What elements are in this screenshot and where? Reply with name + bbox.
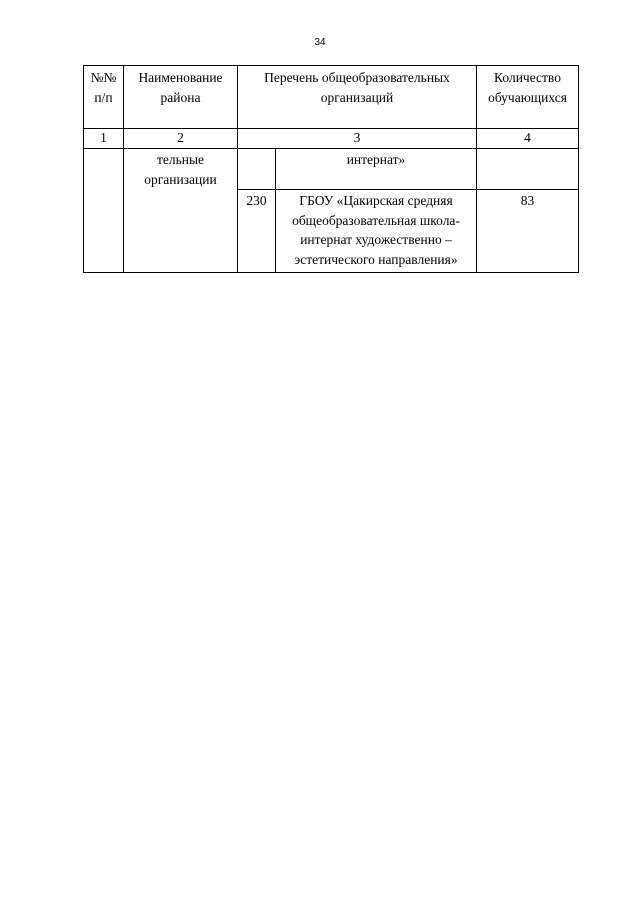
header-district: Наименование района: [124, 66, 238, 129]
org-num: 230: [238, 190, 276, 273]
table-header-row: [84, 66, 579, 129]
column-number: 3: [238, 129, 477, 149]
org-name: интернат»: [276, 149, 477, 190]
table-row: [84, 149, 579, 190]
student-count: [477, 149, 579, 190]
header-count: Количество обучающихся: [477, 66, 579, 129]
schools-table: [83, 65, 579, 273]
org-name: ГБОУ «Цакирская средняя общеобразовательная школа-интернат художественно – эстетического направления»: [276, 190, 477, 273]
column-number: 2: [124, 129, 238, 149]
column-number: 1: [84, 129, 124, 149]
header-orgs: Перечень общеобразовательных организаций: [238, 66, 477, 129]
column-number-row: [84, 129, 579, 149]
column-number: 4: [477, 129, 579, 149]
page-number: 34: [314, 37, 326, 48]
org-num: [238, 149, 276, 190]
student-count: 83: [477, 190, 579, 273]
header-num: №№ п/п: [84, 66, 124, 129]
row-num-empty: [84, 149, 124, 273]
district-name: тельные организации: [124, 149, 238, 273]
